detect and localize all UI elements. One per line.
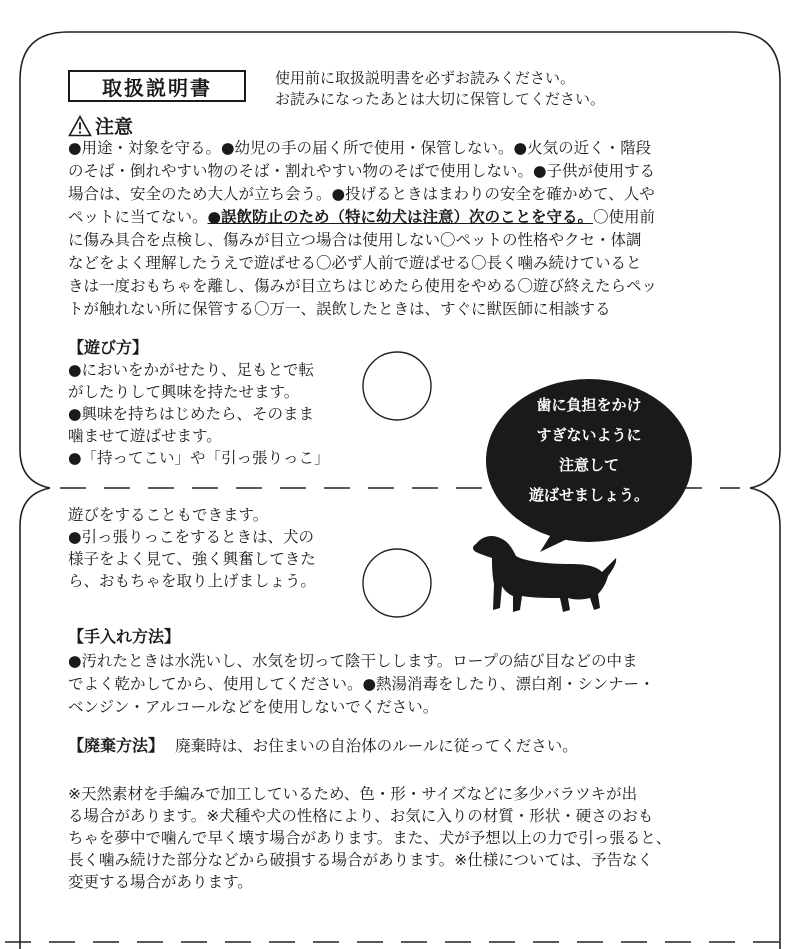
caution-line: のそば・倒れやすい物のそば・割れやすい物のそばで使用しない。●子供が使用する bbox=[68, 162, 656, 180]
caution-line: きは一度おもちゃを離し、傷みが目立ちはじめたら使用をやめる〇遊び終えたらペッ bbox=[68, 277, 658, 295]
bubble-line: 歯に負担をかけ bbox=[536, 396, 642, 414]
play-line: ●引っ張りっこをするときは、犬の bbox=[68, 528, 315, 546]
note-line: る場合があります。※犬種や犬の性格により、お気に入りの材質・形状・硬さのおも bbox=[68, 807, 654, 825]
speech-bubble-text bbox=[486, 390, 692, 510]
bubble-line: すぎないように bbox=[536, 426, 642, 444]
play-line: ●興味を持ちはじめたら、そのまま bbox=[68, 405, 315, 423]
caution-title: 注意 bbox=[95, 116, 134, 138]
dachshund-silhouette-icon bbox=[470, 528, 620, 618]
intro-line-1: 使用前に取扱説明書を必ずお読みください。 bbox=[275, 69, 576, 87]
play-line: ●「持ってこい」や「引っ張りっこ」 bbox=[68, 449, 330, 467]
caution-line: などをよく理解したうえで遊ばせる〇必ず人前で遊ばせる〇長く噛み続けていると bbox=[68, 254, 642, 272]
care-line: ●汚れたときは水洗いし、水気を切って陰干しします。ロープの結び目などの中ま bbox=[68, 652, 638, 670]
caution-line: ●用途・対象を守る。●幼児の手の届く所で使用・保管しない。●火気の近く・階段 bbox=[68, 139, 652, 157]
play-line: ●においをかがせたり、足もとで転 bbox=[68, 361, 315, 379]
play-line: 遊びをすることもできます。 bbox=[68, 506, 269, 524]
play-line: 噛ませて遊ばせます。 bbox=[68, 427, 222, 445]
intro-line-2: お読みになったあとは大切に保管してください。 bbox=[275, 90, 606, 108]
caution-line: 場合は、安全のため大人が立ち会う。●投げるときはまわりの安全を確かめて、人や bbox=[68, 185, 655, 203]
note-line: ※天然素材を手編みで加工しているため、色・形・サイズなどに多少バラツキが出 bbox=[68, 785, 638, 803]
play-line: がしたりして興味を持たせます。 bbox=[68, 383, 300, 401]
disposal-heading: 【廃棄方法】 bbox=[68, 736, 165, 755]
play-line: ら、おもちゃを取り上げましょう。 bbox=[68, 572, 317, 590]
caution-text: ペットに当てない。 bbox=[68, 208, 208, 226]
disposal-section bbox=[68, 733, 578, 756]
choking-warning-emphasis: ●誤飲防止のため（特に幼犬は注意）次のことを守る。 bbox=[207, 208, 594, 226]
care-line: でよく乾かしてから、使用してください。●熱湯消毒をしたり、漂白剤・シンナー・ bbox=[68, 675, 655, 693]
disposal-text: 廃棄時は、お住まいの自治体のルールに従ってください。 bbox=[175, 737, 578, 755]
notes-body bbox=[68, 783, 671, 893]
care-heading: 【手入れ方法】 bbox=[68, 627, 181, 646]
caution-line: に傷み具合を点検し、傷みが目立つ場合は使用しない〇ペットの性格やクセ・体調 bbox=[68, 231, 642, 249]
note-line: 変更する場合があります。 bbox=[68, 873, 253, 891]
bubble-line: 遊ばせましょう。 bbox=[528, 486, 649, 504]
manual-title: 取扱説明書 bbox=[68, 70, 246, 102]
caution-line: トが触れない所に保管する〇万一、誤飲したときは、すぐに獣医師に相談する bbox=[68, 300, 611, 318]
care-line: ベンジン・アルコールなどを使用しないでください。 bbox=[68, 698, 439, 716]
note-line: 長く噛み続けた部分などから破損する場合があります。※仕様については、予告なく bbox=[68, 851, 653, 869]
play-heading: 【遊び方】 bbox=[68, 338, 149, 357]
note-line: ちゃを夢中で噛んで早く壊す場合があります。また、犬が予想以上の力で引っ張ると、 bbox=[68, 829, 672, 847]
caution-text: 〇使用前 bbox=[593, 208, 656, 226]
bubble-line: 注意して bbox=[558, 456, 619, 474]
care-body bbox=[68, 650, 655, 719]
play-line: 様子をよく見て、強く興奮してきた bbox=[68, 550, 316, 568]
